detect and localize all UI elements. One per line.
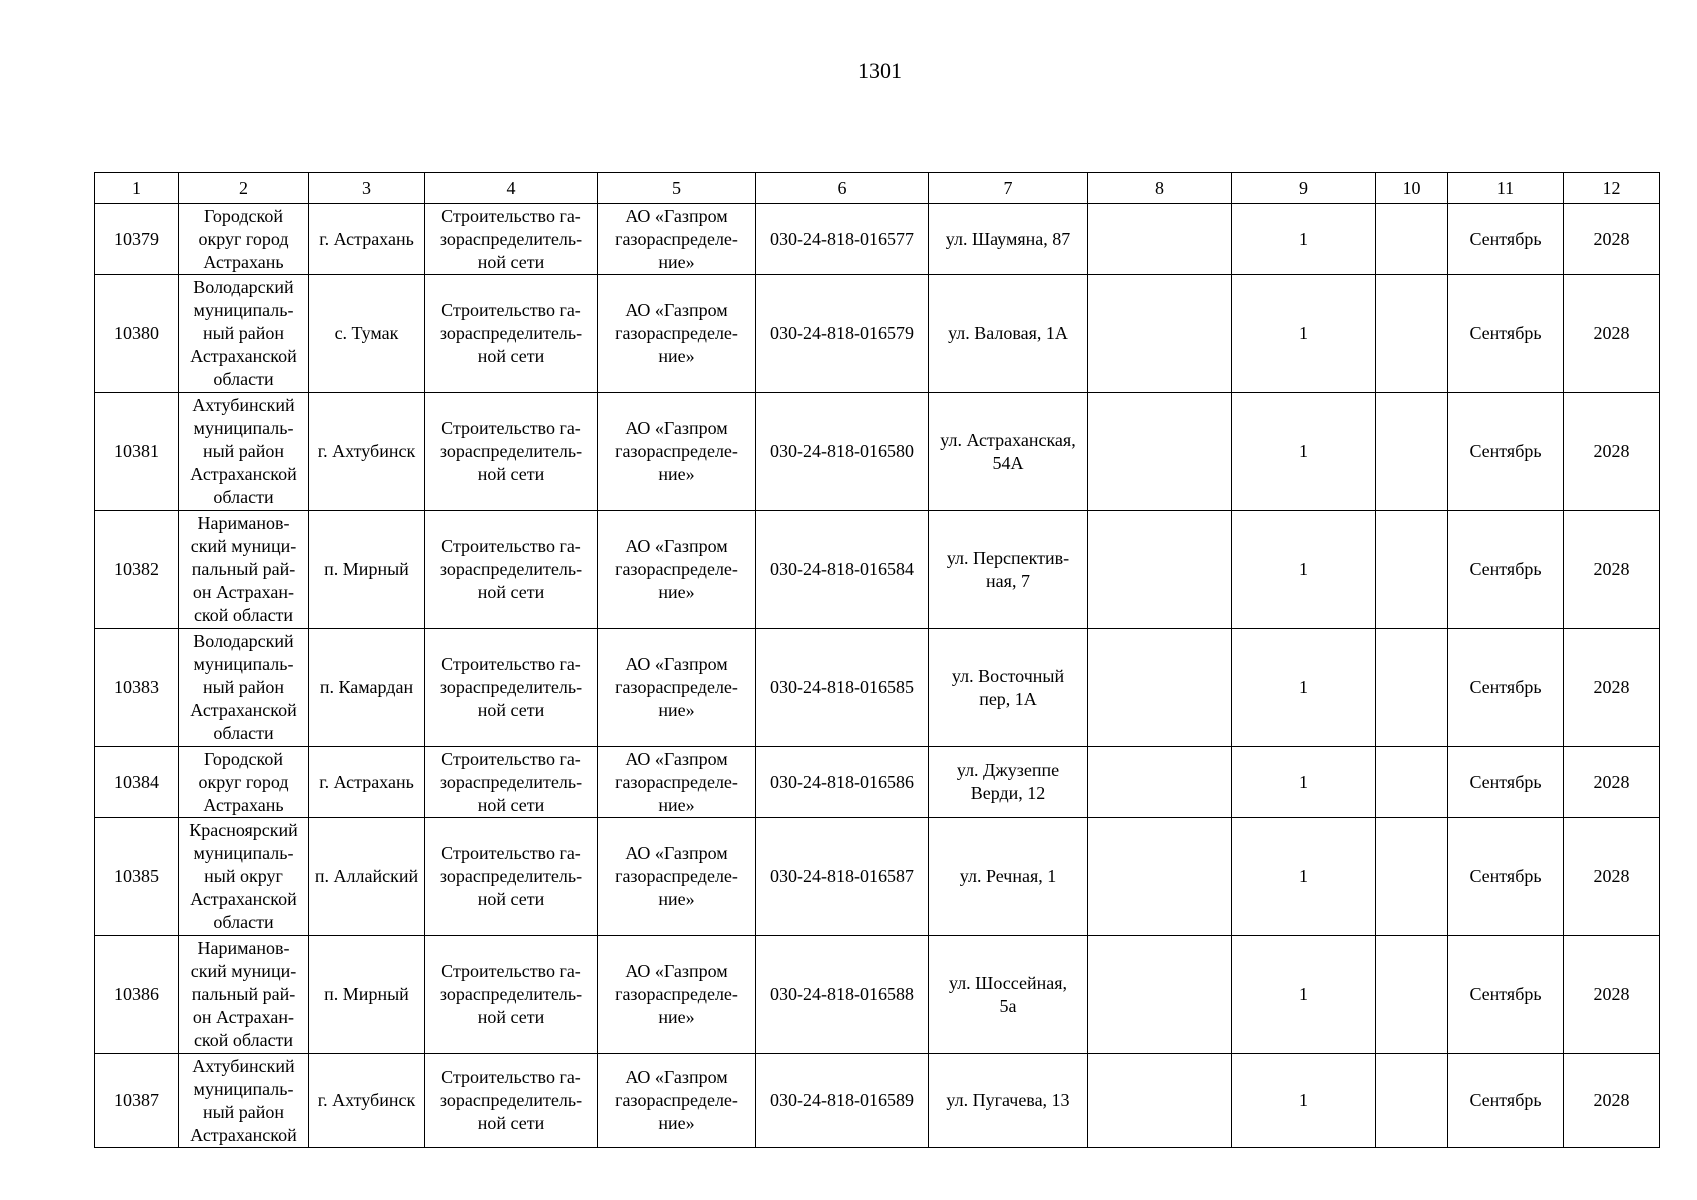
column-number: 1 bbox=[95, 173, 179, 204]
cell-col10 bbox=[1376, 204, 1448, 275]
cell-month: Сентябрь bbox=[1448, 393, 1564, 511]
cell-col9: 1 bbox=[1232, 818, 1376, 936]
table-row bbox=[95, 747, 1660, 818]
table-row bbox=[95, 629, 1660, 747]
cell-col8 bbox=[1088, 747, 1232, 818]
cell-col8 bbox=[1088, 275, 1232, 393]
cell-work-type: Строительство га- зораспределитель- ной сети bbox=[425, 393, 598, 511]
cell-col9: 1 bbox=[1232, 936, 1376, 1054]
table-row bbox=[95, 936, 1660, 1054]
cell-address: ул. Пугачева, 13 bbox=[929, 1054, 1088, 1148]
column-number: 5 bbox=[598, 173, 756, 204]
cell-organization: АО «Газпром газораспределе- ние» bbox=[598, 393, 756, 511]
cell-code: 030-24-818-016580 bbox=[756, 393, 929, 511]
cell-work-type: Строительство га- зораспределитель- ной сети bbox=[425, 204, 598, 275]
column-number: 4 bbox=[425, 173, 598, 204]
column-number: 11 bbox=[1448, 173, 1564, 204]
cell-organization: АО «Газпром газораспределе- ние» bbox=[598, 275, 756, 393]
page-number: 1301 bbox=[858, 58, 902, 83]
cell-col9: 1 bbox=[1232, 511, 1376, 629]
cell-organization: АО «Газпром газораспределе- ние» bbox=[598, 818, 756, 936]
cell-month: Сентябрь bbox=[1448, 275, 1564, 393]
cell-locality: г. Ахтубинск bbox=[309, 1054, 425, 1148]
table-row bbox=[95, 818, 1660, 936]
column-number: 8 bbox=[1088, 173, 1232, 204]
cell-number: 10380 bbox=[95, 275, 179, 393]
cell-number: 10387 bbox=[95, 1054, 179, 1148]
cell-district: Володарский муниципаль- ный район Астраханской области bbox=[179, 629, 309, 747]
cell-month: Сентябрь bbox=[1448, 936, 1564, 1054]
cell-col8 bbox=[1088, 629, 1232, 747]
cell-col9: 1 bbox=[1232, 1054, 1376, 1148]
cell-address: ул. Астраханская, 54А bbox=[929, 393, 1088, 511]
cell-code: 030-24-818-016585 bbox=[756, 629, 929, 747]
cell-locality: г. Ахтубинск bbox=[309, 393, 425, 511]
table-row bbox=[95, 1054, 1660, 1148]
cell-col10 bbox=[1376, 629, 1448, 747]
cell-year: 2028 bbox=[1564, 936, 1660, 1054]
cell-col9: 1 bbox=[1232, 275, 1376, 393]
cell-number: 10386 bbox=[95, 936, 179, 1054]
cell-year: 2028 bbox=[1564, 393, 1660, 511]
cell-year: 2028 bbox=[1564, 818, 1660, 936]
cell-district: Володарский муниципаль- ный район Астраханской области bbox=[179, 275, 309, 393]
cell-district: Красноярский муниципаль- ный округ Астраханской области bbox=[179, 818, 309, 936]
cell-month: Сентябрь bbox=[1448, 511, 1564, 629]
cell-work-type: Строительство га- зораспределитель- ной сети bbox=[425, 629, 598, 747]
cell-address: ул. Шоссейная, 5а bbox=[929, 936, 1088, 1054]
cell-col10 bbox=[1376, 393, 1448, 511]
cell-locality: п. Мирный bbox=[309, 511, 425, 629]
register-table bbox=[94, 172, 1660, 1148]
cell-year: 2028 bbox=[1564, 747, 1660, 818]
cell-address: ул. Джузеппе Верди, 12 bbox=[929, 747, 1088, 818]
cell-col10 bbox=[1376, 818, 1448, 936]
cell-organization: АО «Газпром газораспределе- ние» bbox=[598, 204, 756, 275]
cell-locality: п. Камардан bbox=[309, 629, 425, 747]
cell-month: Сентябрь bbox=[1448, 747, 1564, 818]
cell-col10 bbox=[1376, 1054, 1448, 1148]
cell-work-type: Строительство га- зораспределитель- ной сети bbox=[425, 936, 598, 1054]
cell-col8 bbox=[1088, 204, 1232, 275]
cell-number: 10382 bbox=[95, 511, 179, 629]
cell-district: Нариманов- ский муници- пальный рай- он Астрахан- ской области bbox=[179, 511, 309, 629]
cell-locality: г. Астрахань bbox=[309, 204, 425, 275]
cell-month: Сентябрь bbox=[1448, 204, 1564, 275]
cell-month: Сентябрь bbox=[1448, 629, 1564, 747]
cell-code: 030-24-818-016588 bbox=[756, 936, 929, 1054]
cell-col8 bbox=[1088, 818, 1232, 936]
cell-work-type: Строительство га- зораспределитель- ной сети bbox=[425, 275, 598, 393]
cell-year: 2028 bbox=[1564, 204, 1660, 275]
cell-address: ул. Валовая, 1А bbox=[929, 275, 1088, 393]
cell-year: 2028 bbox=[1564, 511, 1660, 629]
cell-district: Нариманов- ский муници- пальный рай- он Астрахан- ской области bbox=[179, 936, 309, 1054]
cell-district: Городской округ город Астрахань bbox=[179, 747, 309, 818]
cell-number: 10383 bbox=[95, 629, 179, 747]
table-row bbox=[95, 275, 1660, 393]
cell-organization: АО «Газпром газораспределе- ние» bbox=[598, 511, 756, 629]
cell-col8 bbox=[1088, 393, 1232, 511]
cell-number: 10384 bbox=[95, 747, 179, 818]
column-number: 2 bbox=[179, 173, 309, 204]
cell-year: 2028 bbox=[1564, 629, 1660, 747]
cell-organization: АО «Газпром газораспределе- ние» bbox=[598, 747, 756, 818]
cell-col10 bbox=[1376, 747, 1448, 818]
cell-locality: с. Тумак bbox=[309, 275, 425, 393]
cell-organization: АО «Газпром газораспределе- ние» bbox=[598, 629, 756, 747]
cell-locality: п. Мирный bbox=[309, 936, 425, 1054]
cell-month: Сентябрь bbox=[1448, 1054, 1564, 1148]
cell-district: Городской округ город Астрахань bbox=[179, 204, 309, 275]
cell-code: 030-24-818-016586 bbox=[756, 747, 929, 818]
table-row bbox=[95, 511, 1660, 629]
cell-address: ул. Восточный пер, 1А bbox=[929, 629, 1088, 747]
table-row bbox=[95, 393, 1660, 511]
cell-col8 bbox=[1088, 511, 1232, 629]
column-number: 12 bbox=[1564, 173, 1660, 204]
cell-col10 bbox=[1376, 275, 1448, 393]
cell-col8 bbox=[1088, 1054, 1232, 1148]
column-number: 6 bbox=[756, 173, 929, 204]
column-number: 9 bbox=[1232, 173, 1376, 204]
cell-work-type: Строительство га- зораспределитель- ной сети bbox=[425, 1054, 598, 1148]
cell-district: Ахтубинский муниципаль- ный район Астраханской bbox=[179, 1054, 309, 1148]
cell-number: 10381 bbox=[95, 393, 179, 511]
cell-number: 10385 bbox=[95, 818, 179, 936]
cell-organization: АО «Газпром газораспределе- ние» bbox=[598, 936, 756, 1054]
cell-address: ул. Шаумяна, 87 bbox=[929, 204, 1088, 275]
cell-year: 2028 bbox=[1564, 275, 1660, 393]
table-row bbox=[95, 204, 1660, 275]
column-number: 10 bbox=[1376, 173, 1448, 204]
cell-col9: 1 bbox=[1232, 747, 1376, 818]
cell-address: ул. Перспектив- ная, 7 bbox=[929, 511, 1088, 629]
column-number: 3 bbox=[309, 173, 425, 204]
cell-locality: г. Астрахань bbox=[309, 747, 425, 818]
cell-code: 030-24-818-016584 bbox=[756, 511, 929, 629]
cell-code: 030-24-818-016577 bbox=[756, 204, 929, 275]
cell-work-type: Строительство га- зораспределитель- ной сети bbox=[425, 818, 598, 936]
cell-district: Ахтубинский муниципаль- ный район Астраханской области bbox=[179, 393, 309, 511]
cell-code: 030-24-818-016587 bbox=[756, 818, 929, 936]
column-number: 7 bbox=[929, 173, 1088, 204]
cell-month: Сентябрь bbox=[1448, 818, 1564, 936]
cell-col9: 1 bbox=[1232, 393, 1376, 511]
column-number-row bbox=[95, 173, 1660, 204]
cell-col9: 1 bbox=[1232, 629, 1376, 747]
cell-col10 bbox=[1376, 936, 1448, 1054]
cell-locality: п. Аллайский bbox=[309, 818, 425, 936]
cell-col8 bbox=[1088, 936, 1232, 1054]
cell-work-type: Строительство га- зораспределитель- ной сети bbox=[425, 747, 598, 818]
cell-address: ул. Речная, 1 bbox=[929, 818, 1088, 936]
cell-year: 2028 bbox=[1564, 1054, 1660, 1148]
cell-number: 10379 bbox=[95, 204, 179, 275]
cell-col10 bbox=[1376, 511, 1448, 629]
cell-organization: АО «Газпром газораспределе- ние» bbox=[598, 1054, 756, 1148]
cell-col9: 1 bbox=[1232, 204, 1376, 275]
cell-work-type: Строительство га- зораспределитель- ной сети bbox=[425, 511, 598, 629]
cell-code: 030-24-818-016579 bbox=[756, 275, 929, 393]
cell-code: 030-24-818-016589 bbox=[756, 1054, 929, 1148]
